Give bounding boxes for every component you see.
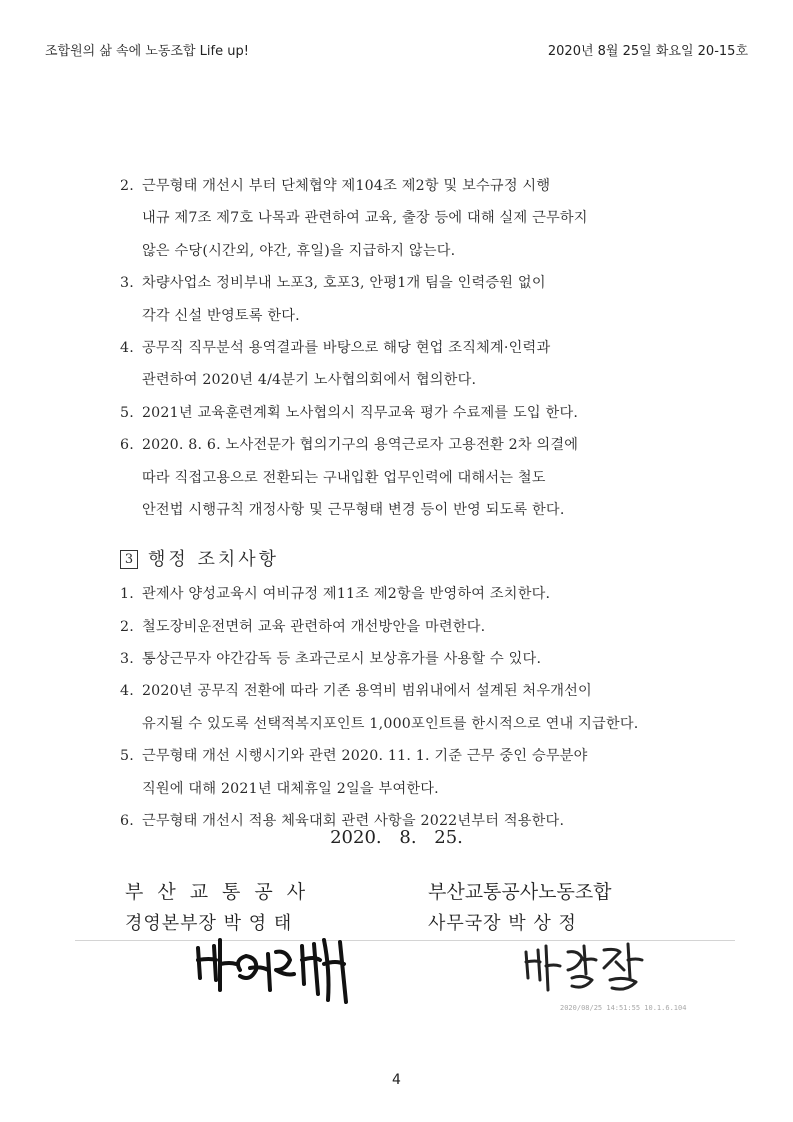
- numbered-item: [120, 677, 680, 742]
- item-line: [120, 399, 680, 431]
- item-text: 내규 제7조 제7호 나목과 관련하여 교육, 출장 등에 대해 실제 근무하지: [142, 210, 588, 227]
- item-text: 2020. 8. 6. 노사전문가 협의기구의 용역근로자 고용전환 2차 의결에: [141, 437, 579, 454]
- item-line: [120, 496, 680, 528]
- numbered-item: [120, 172, 680, 269]
- numbered-item: [120, 431, 680, 528]
- agreement-body: [120, 172, 680, 839]
- item-line: [120, 464, 680, 496]
- fax-timestamp: 2020/08/25 14:51:55 10.1.6.104: [560, 1004, 687, 1012]
- item-line: [120, 334, 680, 366]
- item-text: 직원에 대해 2021년 대체휴일 2일을 부여한다.: [142, 780, 439, 797]
- item-line: [120, 172, 680, 204]
- item-number: 3.: [120, 275, 134, 292]
- item-text: 근무형태 개선시 부터 단체협약 제104조 제2항 및 보수규정 시행: [141, 178, 551, 194]
- item-text: 각각 신설 반영토록 한다.: [142, 307, 300, 324]
- item-line: [120, 204, 680, 236]
- item-text: 따라 직접고용으로 전환되는 구내입환 업무인력에 대해서는 철도: [142, 469, 546, 486]
- item-text: 안전법 시행규칙 개정사항 및 근무형태 변경 등이 반영 되도록 한다.: [142, 501, 565, 518]
- section-number-box: 3: [120, 550, 138, 569]
- item-line: [120, 710, 680, 742]
- numbered-item: [120, 399, 680, 431]
- numbered-item: [120, 580, 680, 612]
- item-number: 6.: [120, 437, 134, 454]
- item-line: [120, 431, 680, 463]
- item-text: 않은 수당(시간외, 야간, 휴일)을 지급하지 않는다.: [142, 242, 456, 259]
- item-line: [120, 366, 680, 398]
- numbered-item: [120, 645, 680, 677]
- item-line: [120, 237, 680, 269]
- handwritten-signature-right: [520, 938, 660, 998]
- item-line: [120, 645, 680, 677]
- item-line: [120, 580, 680, 612]
- item-number: 2.: [120, 178, 134, 194]
- item-text: 근무형태 개선시 적용 체육대회 관련 사항을 2022년부터 적용한다.: [141, 813, 565, 830]
- page-number: 4: [392, 1072, 401, 1088]
- item-number: 6.: [120, 813, 134, 830]
- item-number: 2.: [120, 618, 134, 635]
- numbered-item: [120, 742, 680, 807]
- item-line: [120, 269, 680, 301]
- item-line: [120, 302, 680, 334]
- agreement-items-list: [120, 172, 680, 528]
- signatory-title-name: 사무국장 박 상 정: [428, 913, 577, 934]
- header-newsletter-name: 조합원의 삶 속에 노동조합 Life up!: [45, 44, 249, 59]
- item-text: 관련하여 2020년 4/4분기 노사협의회에서 협의한다.: [142, 372, 477, 389]
- item-line: [120, 613, 680, 645]
- item-line: [120, 742, 680, 774]
- item-line: [120, 677, 680, 709]
- handwritten-signature-left: [190, 930, 380, 1010]
- item-number: 4.: [120, 339, 134, 356]
- signatory-union: [428, 876, 612, 940]
- item-number: 3.: [120, 651, 134, 668]
- numbered-item: [120, 334, 680, 399]
- header-issue-date: 2020년 8월 25일 화요일 20-15호: [547, 44, 748, 59]
- numbered-item: [120, 269, 680, 334]
- item-text: 차량사업소 정비부내 노포3, 호포3, 안평1개 팀을 인력증원 없이: [141, 275, 546, 292]
- item-text: 근무형태 개선 시행시기와 관련 2020. 11. 1. 기준 근무 중인 승무분야: [141, 748, 588, 765]
- signatory-title-name: 경영본부장 박 영 태: [125, 913, 293, 934]
- item-line: [120, 775, 680, 807]
- item-text: 2021년 교육훈련계획 노사협의시 직무교육 평가 수료제를 도입 한다.: [141, 404, 579, 421]
- item-number: 4.: [120, 683, 134, 700]
- signatory-organization: 부산교통공사: [125, 881, 320, 903]
- item-text: 철도장비운전면허 교육 관련하여 개선방안을 마련한다.: [141, 618, 486, 635]
- administrative-measures-list: [120, 580, 680, 839]
- item-number: 5.: [120, 748, 134, 765]
- item-text: 통상근무자 야간감독 등 초과근로시 보상휴가를 사용할 수 있다.: [141, 651, 542, 668]
- section-heading: [120, 542, 680, 578]
- agreement-date: 2020. 8. 25.: [330, 827, 463, 848]
- item-number: 1.: [120, 586, 134, 603]
- item-text: 2020년 공무직 전환에 따라 기존 용역비 범위내에서 설계된 처우개선이: [141, 683, 592, 700]
- section-title: 행정 조치사항: [148, 549, 280, 571]
- item-text: 관제사 양성교육시 여비규정 제11조 제2항을 반영하여 조치한다.: [141, 586, 551, 603]
- numbered-item: [120, 613, 680, 645]
- item-number: 5.: [120, 404, 134, 421]
- signatory-organization: 부산교통공사노동조합: [428, 881, 612, 903]
- item-text: 유지될 수 있도록 선택적복지포인트 1,000포인트를 한시적으로 연내 지급한다.: [142, 715, 639, 732]
- item-text: 공무직 직무분석 용역결과를 바탕으로 해당 현업 조직체계·인력과: [141, 339, 551, 356]
